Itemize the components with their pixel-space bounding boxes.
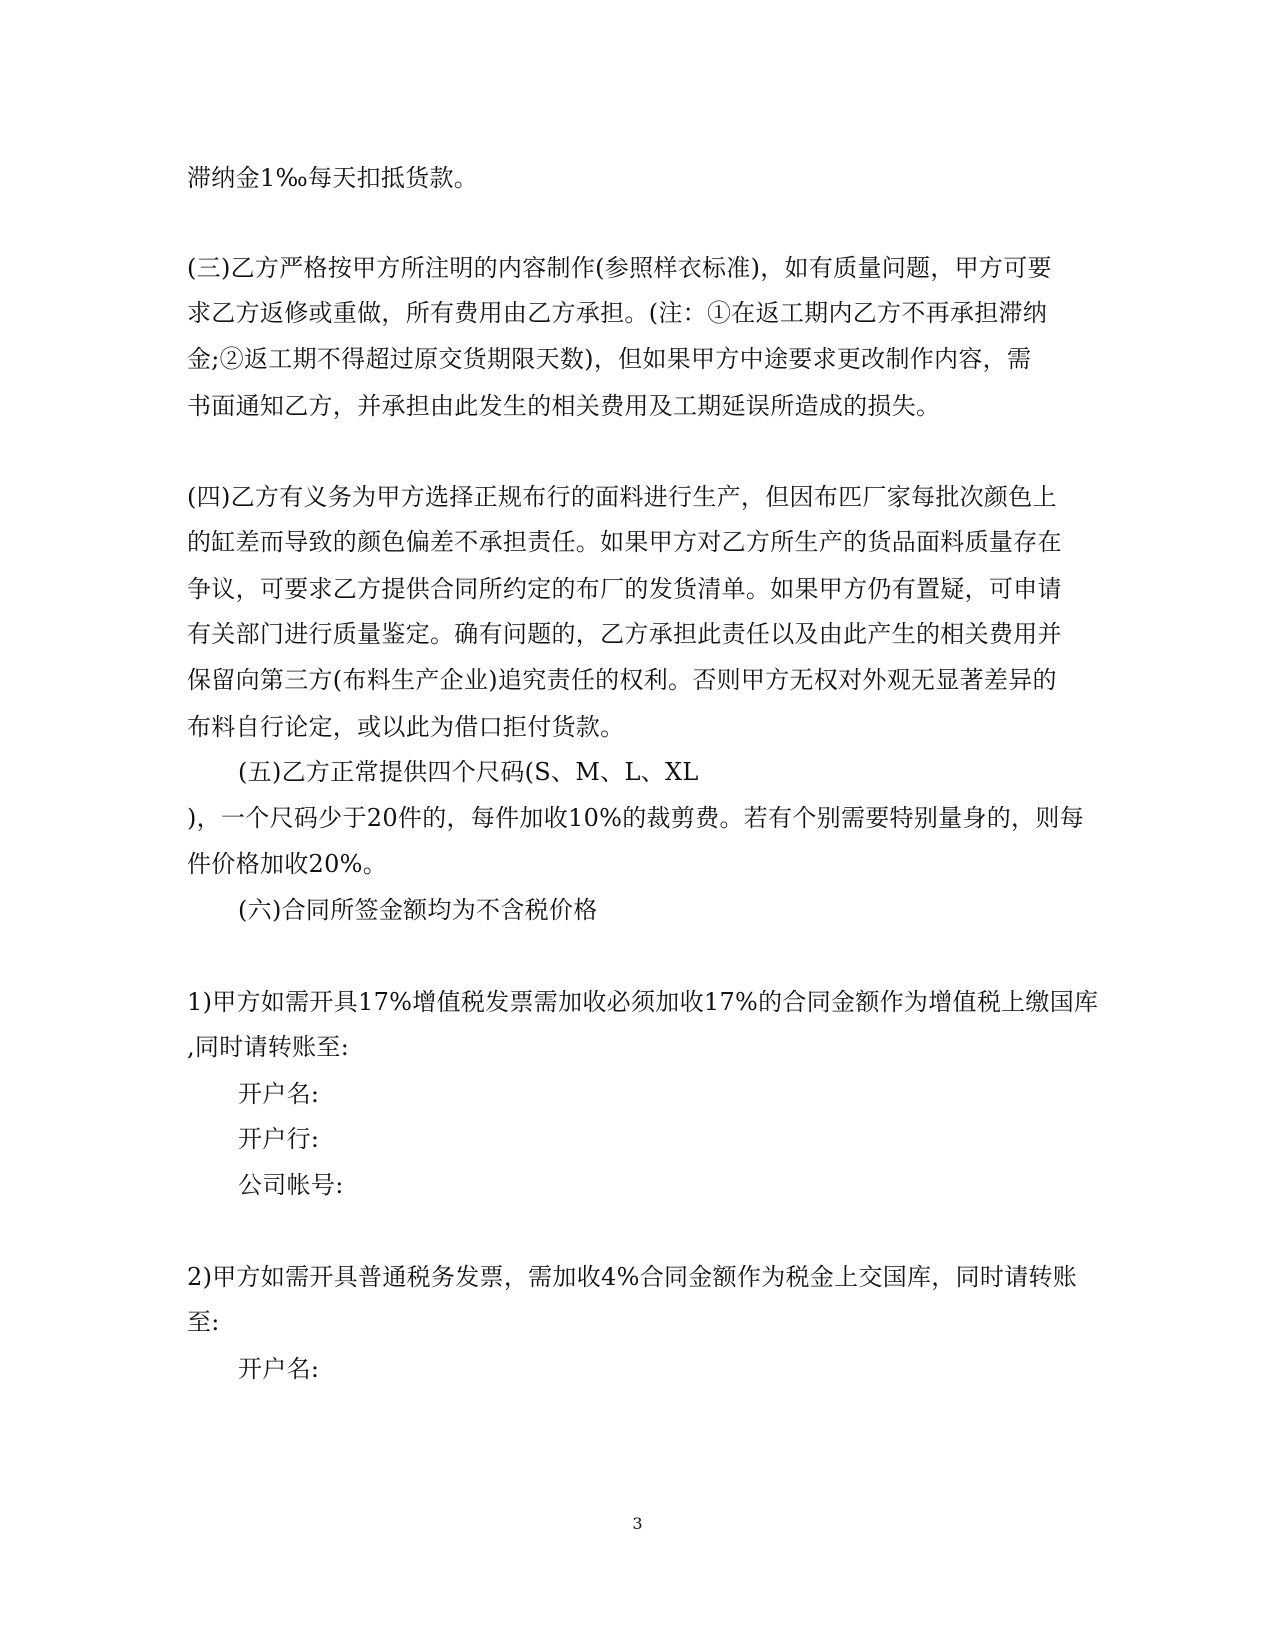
text-line: 求乙方返修或重做，所有费用由乙方承担。(注：①在返工期内乙方不再承担滞纳 <box>187 299 1048 327</box>
text-line: 开户名: <box>238 1355 320 1383</box>
text-line: 书面通知乙方，并承担由此发生的相关费用及工期延误所造成的损失。 <box>187 392 941 420</box>
text-line: 滞纳金1‰每天扣抵货款。 <box>187 164 479 192</box>
text-line: 公司帐号: <box>238 1171 344 1199</box>
page-number: 3 <box>632 1514 643 1533</box>
text-line: 布料自行论定，或以此为借口拒付货款。 <box>187 713 625 741</box>
text-line: 保留向第三方(布料生产企业)追究责任的权利。否则甲方无权对外观无显著差异的 <box>187 666 1057 694</box>
text-line: 开户行: <box>238 1125 320 1153</box>
text-line: 有关部门进行质量鉴定。确有问题的，乙方承担此责任以及由此产生的相关费用并 <box>187 620 1062 648</box>
text-line: 的缸差而导致的颜色偏差不承担责任。如果甲方对乙方所生产的货品面料质量存在 <box>187 528 1062 556</box>
text-line: 至: <box>187 1308 220 1336</box>
text-line: 金;②返工期不得超过原交货期限天数)，但如果甲方中途要求更改制作内容，需 <box>187 345 1032 373</box>
text-line: (四)乙方有义务为甲方选择正规布行的面料进行生产，但因布匹厂家每批次颜色上 <box>187 483 1057 511</box>
text-line: 争议，可要求乙方提供合同所约定的布厂的发货清单。如果甲方仍有置疑，可申请 <box>187 575 1062 603</box>
text-line: 开户名: <box>238 1080 320 1108</box>
text-line: (六)合同所签金额均为不含税价格 <box>238 896 598 924</box>
text-line: 2)甲方如需开具普通税务发票，需加收4%合同金额作为税金上交国库，同时请转账 <box>187 1263 1078 1291</box>
text-line: (三)乙方严格按甲方所注明的内容制作(参照样衣标准)，如有质量问题，甲方可要 <box>187 254 1052 282</box>
text-line: 1)甲方如需开具17%增值税发票需加收必须加收17%的合同金额作为增值税上缴国库 <box>187 988 1099 1016</box>
text-line: 件价格加收20%。 <box>187 850 388 878</box>
text-line: (五)乙方正常提供四个尺码(S、M、L、XL <box>238 758 699 786</box>
text-line: )，一个尺码少于20件的，每件加收10%的裁剪费。若有个别需要特别量身的，则每 <box>187 804 1084 832</box>
text-line: ,同时请转账至: <box>187 1033 350 1061</box>
